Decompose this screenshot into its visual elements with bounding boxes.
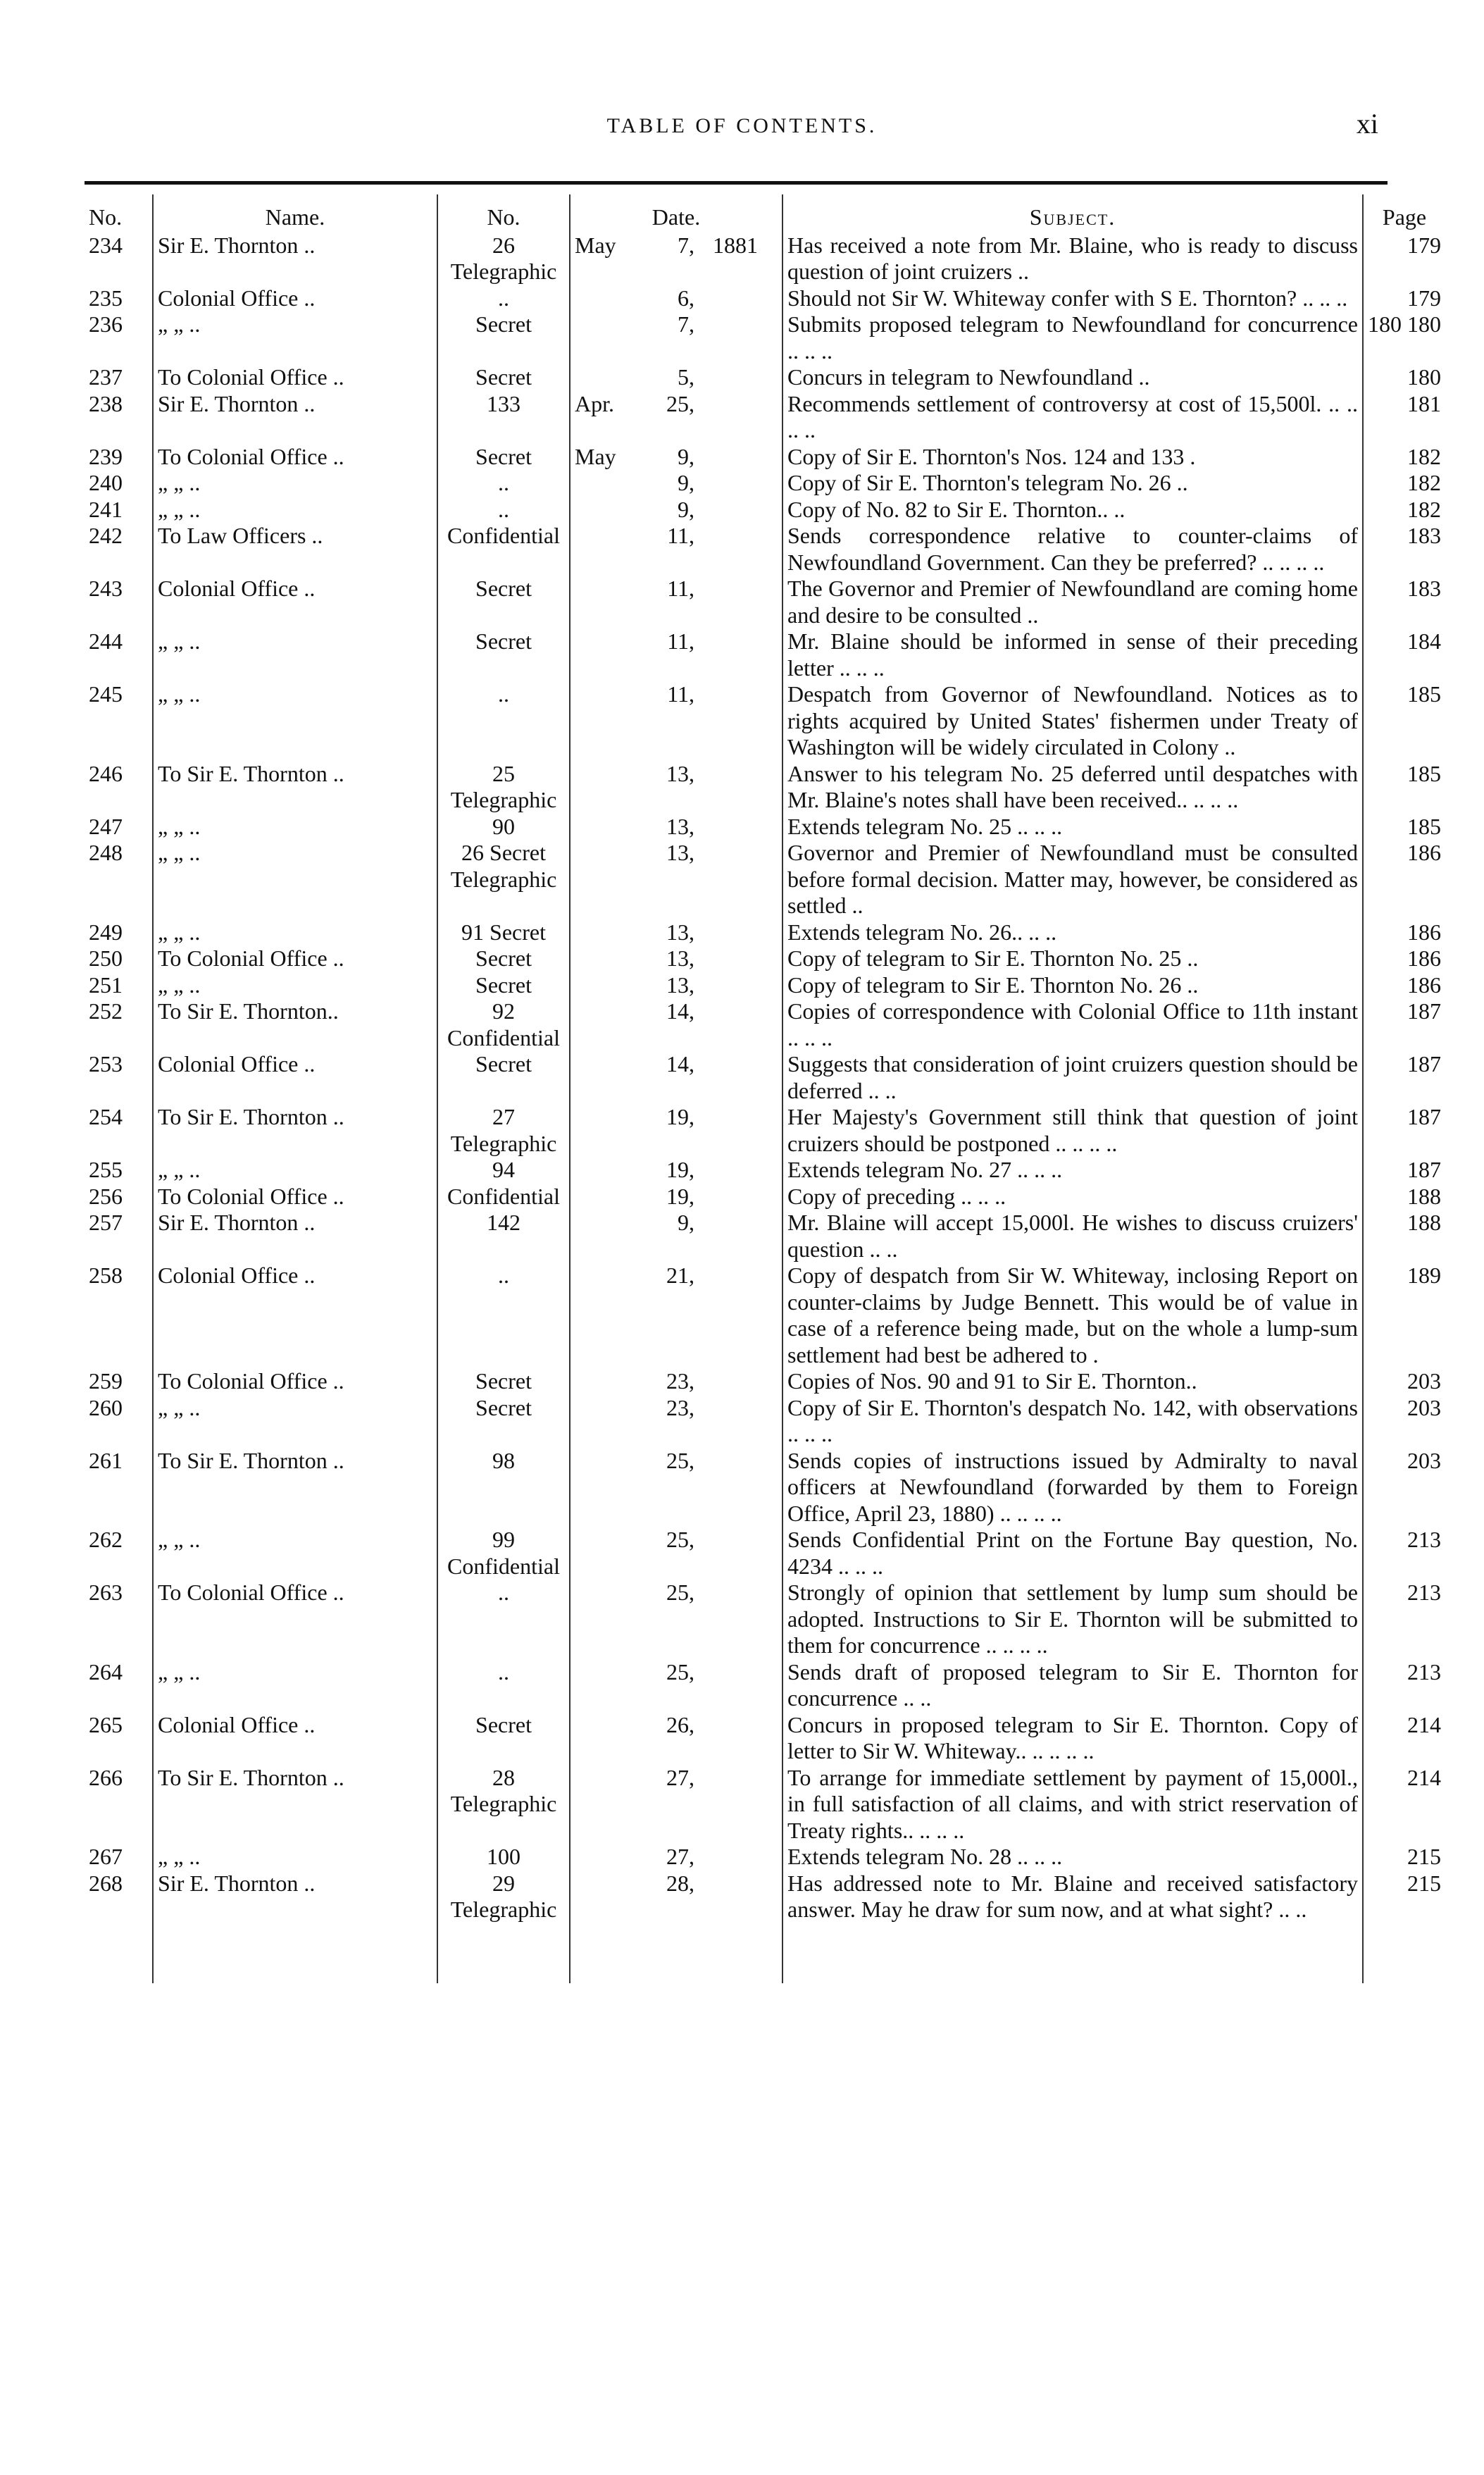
entry-page: 203 [1363, 1395, 1445, 1448]
entry-date [570, 919, 782, 946]
table-row [85, 761, 1445, 814]
entry-name: „ „ .. [153, 840, 437, 919]
entry-name: Colonial Office .. [153, 1263, 437, 1368]
entry-doc-number: .. [437, 470, 570, 497]
date-day: 9, [678, 1210, 694, 1235]
entry-subject: Copy of despatch from Sir W. Whiteway, inclosing Report on counter-claims by Judge Bennett. This would be of value in case of a reference being made, but on the whole a lump-sum settlement had best be adhered to . [782, 1263, 1363, 1368]
date-day: 13, [666, 813, 694, 839]
header-rule [85, 181, 1388, 185]
running-head [0, 107, 1484, 149]
entry-page: 183 [1363, 523, 1445, 576]
table-row [85, 972, 1445, 999]
entry-date [570, 1712, 782, 1765]
entry-doc-number: 26 Secret Telegraphic [437, 840, 570, 919]
entry-subject: Sends correspondence relative to counter-claims of Newfoundland Government. Can they be preferred? .. .. .. .. [782, 523, 1363, 576]
table-row [85, 364, 1445, 391]
entry-name: „ „ .. [153, 972, 437, 999]
entry-number: 234 [89, 232, 123, 258]
entry-doc-number: Confidential [437, 1184, 570, 1210]
entry-name: Sir E. Thornton .. [153, 1210, 437, 1263]
date-day: 13, [666, 919, 694, 945]
header-name: Name. [153, 194, 437, 232]
entry-name: To Sir E. Thornton .. [153, 1104, 437, 1157]
date-day: 27, [666, 1764, 694, 1790]
table-row [85, 1765, 1445, 1844]
entry-name: „ „ .. [153, 1844, 437, 1871]
entry-subject: Submits proposed telegram to Newfoundland for concurrence .. .. .. [782, 311, 1363, 364]
entry-page: 183 [1363, 576, 1445, 628]
entry-number: 238 [89, 390, 123, 416]
entry-number: 237 [89, 364, 123, 390]
date-day: 9, [678, 443, 694, 469]
entry-subject: Should not Sir W. Whiteway confer with S E. Thornton? .. .. .. [782, 285, 1363, 312]
entry-number: 252 [89, 998, 123, 1024]
date-day: 13, [666, 840, 694, 865]
entry-name: To Colonial Office .. [153, 364, 437, 391]
table-row [85, 1395, 1445, 1448]
date-day: 5, [678, 364, 694, 390]
table-row [85, 1659, 1445, 1712]
entry-number: 254 [89, 1104, 123, 1129]
entry-page: 180 180 [1363, 311, 1445, 364]
entry-subject: Copies of correspondence with Colonial Office to 11th instant .. .. .. [782, 998, 1363, 1051]
entry-date [570, 497, 782, 523]
table-row [85, 285, 1445, 312]
entry-page: 214 [1363, 1765, 1445, 1844]
entry-doc-number: .. [437, 681, 570, 761]
entry-name: To Colonial Office .. [153, 1184, 437, 1210]
entry-doc-number: .. [437, 497, 570, 523]
entry-date [570, 814, 782, 840]
entry-date [570, 761, 782, 814]
entry-page: 186 [1363, 840, 1445, 919]
entry-number: 244 [89, 628, 123, 654]
date-day: 25, [666, 1447, 694, 1473]
entry-page: 186 [1363, 972, 1445, 999]
entry-page: 180 [1363, 364, 1445, 391]
entry-page: 186 [1363, 919, 1445, 946]
entry-number: 262 [89, 1527, 123, 1552]
date-day: 19, [666, 1157, 694, 1182]
date-day: 13, [666, 760, 694, 786]
entry-number: 240 [89, 470, 123, 495]
entry-name: „ „ .. [153, 1659, 437, 1712]
entry-name: To Sir E. Thornton .. [153, 761, 437, 814]
entry-doc-number: 98 [437, 1448, 570, 1527]
entry-page: 188 [1363, 1184, 1445, 1210]
date-day: 6, [678, 285, 694, 311]
entry-doc-number: 25 Telegraphic [437, 761, 570, 814]
table-row [85, 1871, 1445, 1983]
table-row [85, 523, 1445, 576]
entry-number: 261 [89, 1447, 123, 1473]
date-day: 23, [666, 1394, 694, 1420]
entry-date [570, 1448, 782, 1527]
entry-doc-number: 27 Telegraphic [437, 1104, 570, 1157]
date-day: 25, [666, 1658, 694, 1685]
entry-name: „ „ .. [153, 628, 437, 681]
table-row [85, 391, 1445, 444]
entry-name: To Sir E. Thornton.. [153, 998, 437, 1051]
entry-page: 203 [1363, 1448, 1445, 1527]
entry-page: 188 [1363, 1210, 1445, 1263]
entry-date [570, 681, 782, 761]
entry-number: 264 [89, 1658, 123, 1685]
header-subject: Subject. [782, 194, 1363, 232]
table-row [85, 1712, 1445, 1765]
entry-name: To Colonial Office .. [153, 945, 437, 972]
date-year: 1881 [713, 232, 758, 258]
entry-page: 187 [1363, 998, 1445, 1051]
entry-subject: Copy of Sir E. Thornton's telegram No. 26 .. [782, 470, 1363, 497]
entry-page: 179 [1363, 285, 1445, 312]
entry-page: 214 [1363, 1712, 1445, 1765]
entry-number: 243 [89, 576, 123, 601]
entry-doc-number: 94 [437, 1157, 570, 1184]
entry-number: 259 [89, 1368, 123, 1394]
entry-doc-number: 28 Telegraphic [437, 1765, 570, 1844]
entry-date [570, 1395, 782, 1448]
entry-date [570, 1104, 782, 1157]
table-row [85, 232, 1445, 285]
entry-page: 203 [1363, 1368, 1445, 1395]
entry-date [570, 945, 782, 972]
table-row [85, 1157, 1445, 1184]
date-month: May [575, 232, 616, 258]
entry-name: „ „ .. [153, 814, 437, 840]
entry-number: 246 [89, 760, 123, 786]
entry-doc-number: 133 [437, 391, 570, 444]
entry-number: 267 [89, 1844, 123, 1869]
entry-subject: Strongly of opinion that settlement by lump sum should be adopted. Instructions to Sir E. Thornton will be submitted to them for concurrence .. .. .. .. [782, 1580, 1363, 1659]
entry-date [570, 1157, 782, 1184]
entry-date [570, 311, 782, 364]
entry-doc-number: .. [437, 285, 570, 312]
entry-name: Colonial Office .. [153, 1051, 437, 1104]
entry-doc-number: Secret [437, 1368, 570, 1395]
entry-doc-number: Secret [437, 972, 570, 999]
entry-subject: Mr. Blaine should be informed in sense of their preceding letter .. .. .. [782, 628, 1363, 681]
entry-number: 266 [89, 1764, 123, 1790]
entry-page: 185 [1363, 681, 1445, 761]
date-day: 13, [666, 972, 694, 998]
entry-name: „ „ .. [153, 311, 437, 364]
entry-number: 260 [89, 1394, 123, 1420]
table-row [85, 1527, 1445, 1580]
entry-number: 265 [89, 1711, 123, 1737]
entry-name: Sir E. Thornton .. [153, 1871, 437, 1983]
table-row [85, 1051, 1445, 1104]
entry-doc-number: Secret [437, 576, 570, 628]
entry-doc-number: 142 [437, 1210, 570, 1263]
entry-doc-number: 100 [437, 1844, 570, 1871]
entry-name: Sir E. Thornton .. [153, 232, 437, 285]
table-row [85, 840, 1445, 919]
table-row [85, 1368, 1445, 1395]
table-row [85, 497, 1445, 523]
entry-number: 248 [89, 840, 123, 865]
entry-date [570, 1263, 782, 1368]
entry-date [570, 523, 782, 576]
entry-date [570, 1844, 782, 1871]
table-row [85, 945, 1445, 972]
entry-subject: Despatch from Governor of Newfoundland. Notices as to rights acquired by United States' fishermen under Treaty of Washington will be widely circulated in Colony .. [782, 681, 1363, 761]
entry-number: 245 [89, 681, 123, 707]
entry-name: Colonial Office .. [153, 1712, 437, 1765]
entry-number: 239 [89, 443, 123, 469]
date-day: 26, [666, 1711, 694, 1737]
entry-subject: To arrange for immediate settlement by payment of 15,000l., in full satisfaction of all claims, and with strict reservation of Treaty rights.. .. .. .. [782, 1765, 1363, 1844]
entry-name: „ „ .. [153, 681, 437, 761]
entry-subject: Copy of Sir E. Thornton's despatch No. 142, with observations .. .. .. [782, 1395, 1363, 1448]
entry-name: To Sir E. Thornton .. [153, 1448, 437, 1527]
entry-number: 256 [89, 1183, 123, 1209]
date-day: 9, [678, 496, 694, 522]
entry-subject: Sends copies of instructions issued by Admiralty to naval officers at Newfoundland (forwarded by them to Foreign Office, April 23, 1880) .. .. .. .. [782, 1448, 1363, 1527]
entry-subject: Sends draft of proposed telegram to Sir E. Thornton for concurrence .. .. [782, 1659, 1363, 1712]
date-day: 19, [666, 1104, 694, 1129]
table-row [85, 919, 1445, 946]
date-month: Apr. [575, 390, 614, 416]
date-day: 25, [666, 1580, 694, 1605]
entry-page: 215 [1363, 1871, 1445, 1983]
table-row [85, 470, 1445, 497]
entry-name: Colonial Office .. [153, 285, 437, 312]
entry-page: 213 [1363, 1527, 1445, 1580]
date-day: 11, [667, 523, 694, 548]
entry-doc-number: Secret [437, 945, 570, 972]
entry-number: 258 [89, 1263, 123, 1288]
entry-page: 185 [1363, 814, 1445, 840]
date-day: 7, [678, 232, 694, 258]
entry-subject: Has received a note from Mr. Blaine, who is ready to discuss question of joint cruizers .. [782, 232, 1363, 285]
entry-page: 184 [1363, 628, 1445, 681]
entry-subject: Copy of telegram to Sir E. Thornton No. 25 .. [782, 945, 1363, 972]
entry-page: 187 [1363, 1051, 1445, 1104]
table-row [85, 814, 1445, 840]
entry-subject: Answer to his telegram No. 25 deferred until despatches with Mr. Blaine's notes shall have been received.. .. .. .. [782, 761, 1363, 814]
entry-date [570, 1368, 782, 1395]
entry-subject: Suggests that consideration of joint cruizers question should be deferred .. .. [782, 1051, 1363, 1104]
entry-name: „ „ .. [153, 1527, 437, 1580]
entry-doc-number: 91 Secret [437, 919, 570, 946]
table-row [85, 998, 1445, 1051]
entry-name: To Colonial Office .. [153, 1580, 437, 1659]
entry-date [570, 628, 782, 681]
entry-doc-number: Secret [437, 1051, 570, 1104]
entry-doc-number: .. [437, 1659, 570, 1712]
entry-page: 213 [1363, 1580, 1445, 1659]
date-day: 27, [666, 1844, 694, 1869]
entry-subject: Concurs in telegram to Newfoundland .. [782, 364, 1363, 391]
contents-table [85, 194, 1445, 1983]
date-day: 9, [678, 470, 694, 495]
date-month: May [575, 443, 616, 469]
entry-page: 185 [1363, 761, 1445, 814]
entry-subject: Extends telegram No. 27 .. .. .. [782, 1157, 1363, 1184]
entry-date [570, 998, 782, 1051]
date-day: 25, [666, 390, 694, 416]
entry-date [570, 1659, 782, 1712]
entry-number: 251 [89, 972, 123, 998]
entry-date [570, 470, 782, 497]
entry-date [570, 1871, 782, 1983]
table-row [85, 1844, 1445, 1871]
entry-doc-number: Secret [437, 364, 570, 391]
table-body [85, 232, 1445, 1983]
entry-subject: Copy of telegram to Sir E. Thornton No. 26 .. [782, 972, 1363, 999]
entry-subject: Extends telegram No. 28 .. .. .. [782, 1844, 1363, 1871]
entry-page: 182 [1363, 470, 1445, 497]
entry-number: 249 [89, 919, 123, 945]
entry-date [570, 1580, 782, 1659]
entry-doc-number: Secret [437, 628, 570, 681]
entry-name: „ „ .. [153, 1395, 437, 1448]
table-row [85, 1448, 1445, 1527]
entry-date [570, 1210, 782, 1263]
table-row [85, 681, 1445, 761]
entry-number: 257 [89, 1210, 123, 1235]
entry-number: 242 [89, 523, 123, 548]
entry-doc-number: Confidential [437, 523, 570, 576]
entry-number: 263 [89, 1580, 123, 1605]
entry-subject: Her Majesty's Government still think that question of joint cruizers should be postponed .. .. .. .. [782, 1104, 1363, 1157]
entry-date [570, 232, 782, 285]
entry-date [570, 444, 782, 471]
table-row [85, 311, 1445, 364]
entry-number: 268 [89, 1870, 123, 1896]
table-row [85, 1104, 1445, 1157]
entry-number: 236 [89, 311, 123, 337]
entry-number: 235 [89, 285, 123, 311]
entry-date [570, 1527, 782, 1580]
entry-subject: Extends telegram No. 25 .. .. .. [782, 814, 1363, 840]
table-row [85, 1184, 1445, 1210]
entry-page: 182 [1363, 444, 1445, 471]
entry-doc-number: Secret [437, 311, 570, 364]
entry-name: „ „ .. [153, 470, 437, 497]
entry-subject: Recommends settlement of controversy at cost of 15,500l. .. .. .. .. [782, 391, 1363, 444]
header-no: No. [89, 204, 123, 230]
entry-date [570, 364, 782, 391]
table-header [85, 194, 1445, 232]
entry-name: „ „ .. [153, 497, 437, 523]
entry-subject: Governor and Premier of Newfoundland must be consulted before formal decision. Matter may, however, be considered as settled .. [782, 840, 1363, 919]
entry-subject: The Governor and Premier of Newfoundland are coming home and desire to be consulted .. [782, 576, 1363, 628]
entry-page: 189 [1363, 1263, 1445, 1368]
entry-date [570, 1765, 782, 1844]
entry-subject: Extends telegram No. 26.. .. .. [782, 919, 1363, 946]
entry-subject: Copies of Nos. 90 and 91 to Sir E. Thornton.. [782, 1368, 1363, 1395]
date-day: 13, [666, 945, 694, 971]
table-row [85, 1263, 1445, 1368]
entry-date [570, 1184, 782, 1210]
date-day: 25, [666, 1527, 694, 1552]
entry-number: 247 [89, 813, 123, 839]
date-day: 19, [666, 1183, 694, 1209]
page-number: xi [1356, 108, 1378, 139]
entry-subject: Copy of Sir E. Thornton's Nos. 124 and 133 . [782, 444, 1363, 471]
entry-name: To Colonial Office .. [153, 1368, 437, 1395]
entry-doc-number: 92 Confidential [437, 998, 570, 1051]
date-day: 21, [666, 1263, 694, 1288]
entry-doc-number: Secret [437, 1712, 570, 1765]
entry-date [570, 391, 782, 444]
entry-subject: Copy of No. 82 to Sir E. Thornton.. .. [782, 497, 1363, 523]
entry-page: 215 [1363, 1844, 1445, 1871]
date-day: 11, [667, 576, 694, 601]
entry-number: 255 [89, 1157, 123, 1182]
date-day: 7, [678, 311, 694, 337]
entry-subject: Mr. Blaine will accept 15,000l. He wishes to discuss cruizers' question .. .. [782, 1210, 1363, 1263]
entry-name: „ „ .. [153, 919, 437, 946]
entry-date [570, 285, 782, 312]
entry-name: To Colonial Office .. [153, 444, 437, 471]
entry-doc-number: .. [437, 1263, 570, 1368]
entry-date [570, 576, 782, 628]
header-doc-no: No. [437, 194, 570, 232]
entry-doc-number: 99 Confidential [437, 1527, 570, 1580]
entry-date [570, 840, 782, 919]
entry-doc-number: 26 Telegraphic [437, 232, 570, 285]
entry-page: 213 [1363, 1659, 1445, 1712]
entry-number: 253 [89, 1051, 123, 1077]
entry-number: 250 [89, 945, 123, 971]
entry-subject: Copy of preceding .. .. .. [782, 1184, 1363, 1210]
entry-doc-number: Secret [437, 444, 570, 471]
entry-page: 186 [1363, 945, 1445, 972]
entry-page: 187 [1363, 1104, 1445, 1157]
entry-page: 179 [1363, 232, 1445, 285]
table-row [85, 1210, 1445, 1263]
date-day: 14, [666, 998, 694, 1024]
date-day: 11, [667, 681, 694, 707]
date-day: 14, [666, 1051, 694, 1077]
entry-page: 181 [1363, 391, 1445, 444]
entry-doc-number: 29 Telegraphic [437, 1871, 570, 1983]
header-page: Page [1363, 194, 1445, 232]
entry-subject: Has addressed note to Mr. Blaine and received satisfactory answer. May he draw for sum now, and at what sight? .. .. [782, 1871, 1363, 1983]
entry-date [570, 972, 782, 999]
entry-doc-number: .. [437, 1580, 570, 1659]
running-title: TABLE OF CONTENTS. [606, 114, 878, 137]
header-date: Date. [570, 194, 782, 232]
table-row [85, 628, 1445, 681]
entry-name: Colonial Office .. [153, 576, 437, 628]
entry-doc-number: 90 [437, 814, 570, 840]
entry-number: 241 [89, 496, 123, 522]
entry-name: Sir E. Thornton .. [153, 391, 437, 444]
date-day: 23, [666, 1368, 694, 1394]
entry-subject: Concurs in proposed telegram to Sir E. Thornton. Copy of letter to Sir W. Whiteway.. .. .. .. .. [782, 1712, 1363, 1765]
entry-subject: Sends Confidential Print on the Fortune Bay question, No. 4234 .. .. .. [782, 1527, 1363, 1580]
table-row [85, 444, 1445, 471]
table-row [85, 576, 1445, 628]
entry-doc-number: Secret [437, 1395, 570, 1448]
table-row [85, 1580, 1445, 1659]
date-day: 11, [667, 628, 694, 654]
entry-date [570, 1051, 782, 1104]
date-day: 28, [666, 1870, 694, 1896]
entry-page: 182 [1363, 497, 1445, 523]
header-row [85, 194, 1445, 232]
entry-name: „ „ .. [153, 1157, 437, 1184]
entry-name: To Law Officers .. [153, 523, 437, 576]
entry-name: To Sir E. Thornton .. [153, 1765, 437, 1844]
entry-page: 187 [1363, 1157, 1445, 1184]
